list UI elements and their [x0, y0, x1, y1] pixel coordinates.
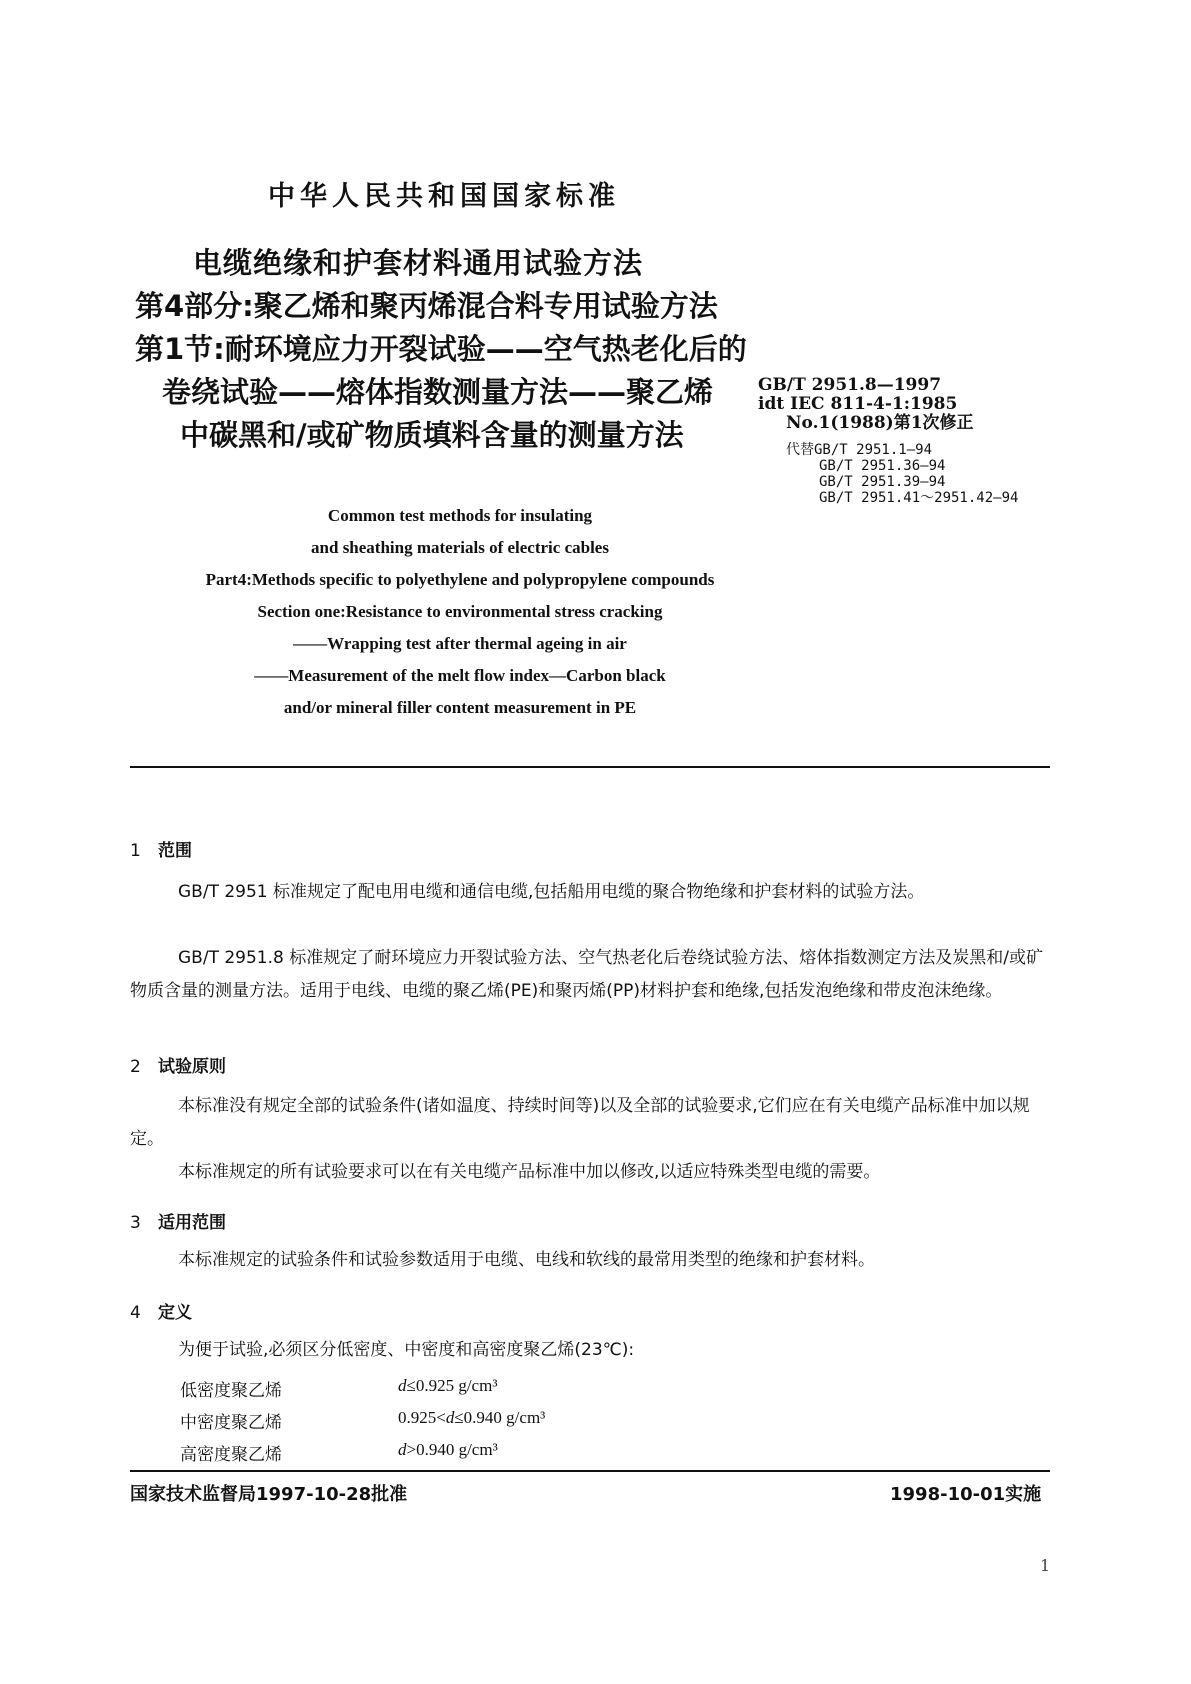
- section-number: 4: [130, 1303, 141, 1323]
- amendment-note: No.1(1988)第1次修正: [786, 413, 974, 433]
- title-en-line-2: and sheathing materials of electric cables: [311, 538, 609, 557]
- section-1-paragraph-1: GB/T 2951 标准规定了配电用电缆和通信电缆,包括船用电缆的聚合物绝缘和护套材料的试验方法。: [178, 882, 925, 902]
- definition-name: 中密度聚乙烯: [180, 1413, 282, 1433]
- section-title: 试验原则: [158, 1057, 226, 1077]
- title-en-line-4: Section one:Resistance to environmental stress cracking: [257, 602, 663, 621]
- replaces-list: [786, 442, 1018, 506]
- section-1-heading: [130, 836, 192, 861]
- header-divider: [130, 766, 1050, 768]
- replaces-item-0: GB/T 2951.1—94: [814, 442, 933, 458]
- section-number: 3: [130, 1213, 141, 1233]
- idt-reference: idt IEC 811-4-1:1985: [758, 394, 958, 414]
- definition-name: 低密度聚乙烯: [180, 1381, 282, 1401]
- replaces-item-2: GB/T 2951.39—94: [819, 474, 946, 490]
- title-cn-line-4: 卷绕试验——熔体指数测量方法——聚乙烯: [162, 375, 714, 409]
- nation-standard-heading: 中华人民共和国国家标准: [268, 181, 620, 212]
- title-cn-line-3: 第1节:耐环境应力开裂试验——空气热老化后的: [135, 332, 747, 366]
- definition-row-low-density: [180, 1376, 498, 1401]
- section-title: 范围: [158, 841, 192, 861]
- replaces-item-3: GB/T 2951.41～2951.42—94: [819, 490, 1019, 506]
- section-1-paragraph-2: GB/T 2951.8 标准规定了耐环境应力开裂试验方法、空气热老化后卷绕试验方法、熔体指数测定方法及炭黑和/或矿物质含量的测量方法。适用于电线、电缆的聚乙烯(PE)和聚丙烯(PP)材料护套和绝缘,包括发泡绝缘和带皮泡沫绝缘。: [130, 948, 1043, 1001]
- title-en-line-7: and/or mineral filler content measurement in PE: [283, 698, 637, 717]
- replaces-label: 代替: [786, 442, 814, 458]
- section-title: 定义: [158, 1303, 192, 1323]
- section-title: 适用范围: [158, 1213, 226, 1233]
- standard-code: GB/T 2951.8—1997: [758, 375, 942, 395]
- title-en: [140, 500, 780, 724]
- replaces-item-1: GB/T 2951.36—94: [819, 458, 946, 474]
- section-3-paragraph-1: 本标准规定的试验条件和试验参数适用于电缆、电线和软线的最常用类型的绝缘和护套材料。: [178, 1250, 875, 1270]
- section-number: 1: [130, 841, 141, 861]
- definition-value: 0.925<d≤0.940 g/cm³: [398, 1408, 546, 1427]
- definition-value: d≤0.925 g/cm³: [398, 1376, 498, 1395]
- section-2-paragraph-1: 本标准没有规定全部的试验条件(诸如温度、持续时间等)以及全部的试验要求,它们应在有关电缆产品标准中加以规定。: [130, 1096, 1030, 1149]
- section-3-heading: [130, 1208, 226, 1233]
- footer-divider: [130, 1470, 1050, 1472]
- approval-date: 国家技术监督局1997-10-28批准: [130, 1484, 408, 1505]
- section-number: 2: [130, 1057, 141, 1077]
- section-4-paragraph-1: 为便于试验,必须区分低密度、中密度和高密度聚乙烯(23℃):: [178, 1340, 635, 1360]
- page-number: 1: [1040, 1556, 1051, 1575]
- section-4-heading: [130, 1298, 192, 1323]
- replaces-item: [786, 442, 1018, 458]
- title-en-line-1: Common test methods for insulating: [327, 506, 593, 525]
- definition-row-high-density: [180, 1440, 498, 1465]
- title-cn-line-5: 中碳黑和/或矿物质填料含量的测量方法: [180, 418, 684, 452]
- title-en-line-3: Part4:Methods specific to polyethylene and polypropylene compounds: [205, 570, 715, 589]
- title-cn-line-2: 第4部分:聚乙烯和聚丙烯混合料专用试验方法: [135, 289, 718, 323]
- title-en-line-5: ——Wrapping test after thermal ageing in air: [293, 634, 627, 653]
- effective-date: 1998-10-01实施: [890, 1484, 1042, 1505]
- definition-row-medium-density: [180, 1408, 546, 1433]
- section-2-heading: [130, 1052, 226, 1077]
- title-cn-line-1: 电缆绝缘和护套材料通用试验方法: [193, 246, 644, 280]
- title-en-line-6: ——Measurement of the melt flow index—Carbon black: [254, 666, 666, 685]
- definition-value: d>0.940 g/cm³: [398, 1440, 498, 1459]
- standard-info: [758, 376, 974, 433]
- definition-name: 高密度聚乙烯: [180, 1445, 282, 1465]
- section-2-paragraph-2: 本标准规定的所有试验要求可以在有关电缆产品标准中加以修改,以适应特殊类型电缆的需要。: [178, 1162, 881, 1182]
